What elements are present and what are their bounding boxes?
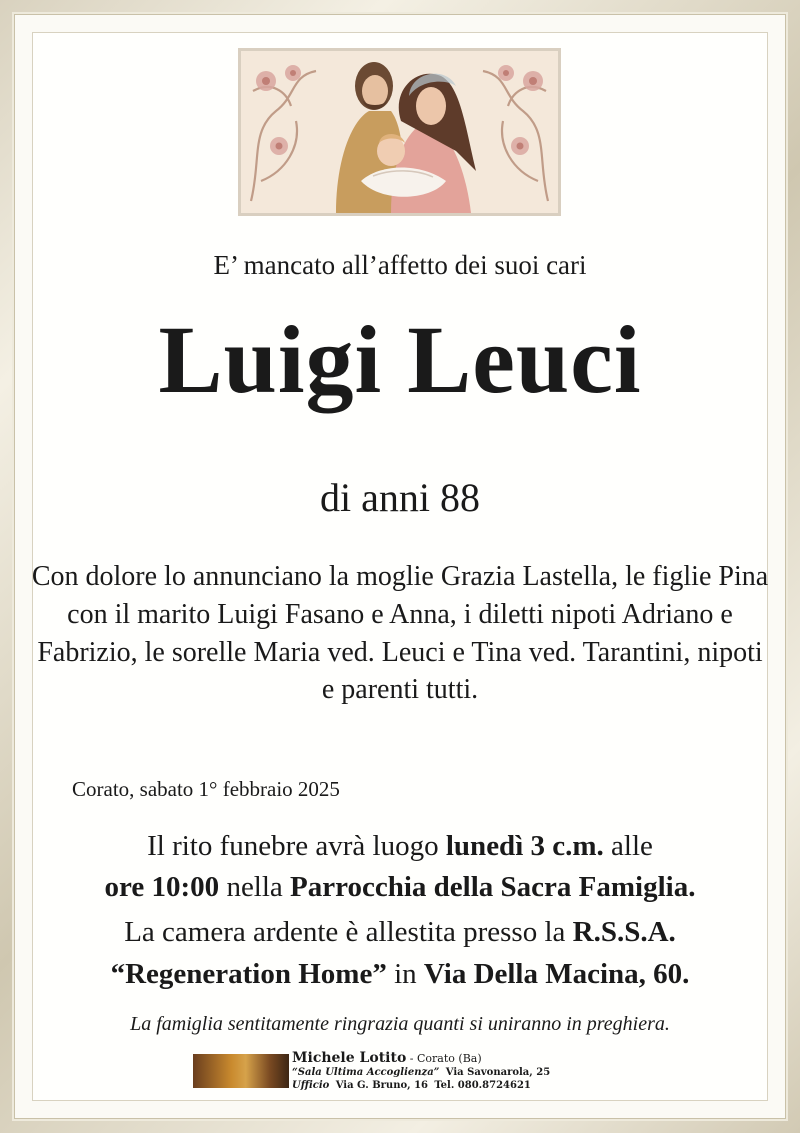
age-line: di anni 88 (320, 475, 480, 520)
agency-hall-line (292, 1066, 622, 1079)
agency-name-line (292, 1052, 622, 1066)
agency-logo (193, 1054, 289, 1088)
agency-phone: Tel. 080.8724621 (434, 1080, 531, 1091)
agency-hall-address: Via Savonarola, 25 (445, 1067, 551, 1078)
agency-info (292, 1052, 622, 1092)
funeral-line-1 (0, 826, 800, 867)
chapel-facility: R.S.S.A. (572, 916, 676, 949)
chapel-text: in (386, 957, 424, 990)
holy-family-icon (238, 48, 561, 216)
funeral-text: Il rito funebre avrà luogo (147, 830, 446, 862)
funeral-church: Parrocchia della Sacra Famiglia. (290, 871, 696, 904)
funeral-line-2 (0, 867, 800, 908)
funeral-text: alle (603, 830, 653, 862)
deceased-name: Luigi Leuci (158, 306, 642, 413)
chapel-line-1 (0, 912, 800, 953)
agency-office-address: Via G. Bruno, 16 (335, 1080, 429, 1091)
agency-office-line (292, 1079, 622, 1092)
funeral-details (0, 826, 800, 995)
chapel-text: La camera ardente è allestita presso la (124, 916, 573, 949)
agency-city: - Corato (Ba) (406, 1052, 482, 1065)
dateline: Corato, sabato 1° febbraio 2025 (72, 777, 340, 801)
funeral-time: ore 10:00 (104, 871, 220, 904)
funeral-date: lunedì 3 c.m. (445, 830, 604, 862)
agency-name: Michele Lotito (292, 1050, 407, 1066)
agency-footer (193, 1052, 613, 1092)
agency-office-label: Ufficio (292, 1080, 330, 1091)
thanks-line: La famiglia sentitamente ringrazia quanti si uniranno in preghiera. (130, 1013, 670, 1035)
chapel-address: Via Della Macina, 60. (423, 957, 690, 990)
intro-line: E’ mancato all’affetto dei suoi cari (213, 250, 587, 280)
agency-hall-label: “Sala Ultima Accoglienza” (292, 1067, 440, 1078)
funeral-text: nella (219, 871, 291, 904)
chapel-home: “Regeneration Home” (110, 957, 387, 990)
announcement-text: Con dolore lo annunciano la moglie Grazia Lastella, le figlie Pina con il marito Luigi Fasano e Anna, i diletti nipoti Adriano e Fabrizio, le sorelle Maria ved. Leuci e Tina ved. Tarantini, nipoti e parenti tutti. (31, 561, 769, 706)
chapel-line-2 (0, 954, 800, 995)
